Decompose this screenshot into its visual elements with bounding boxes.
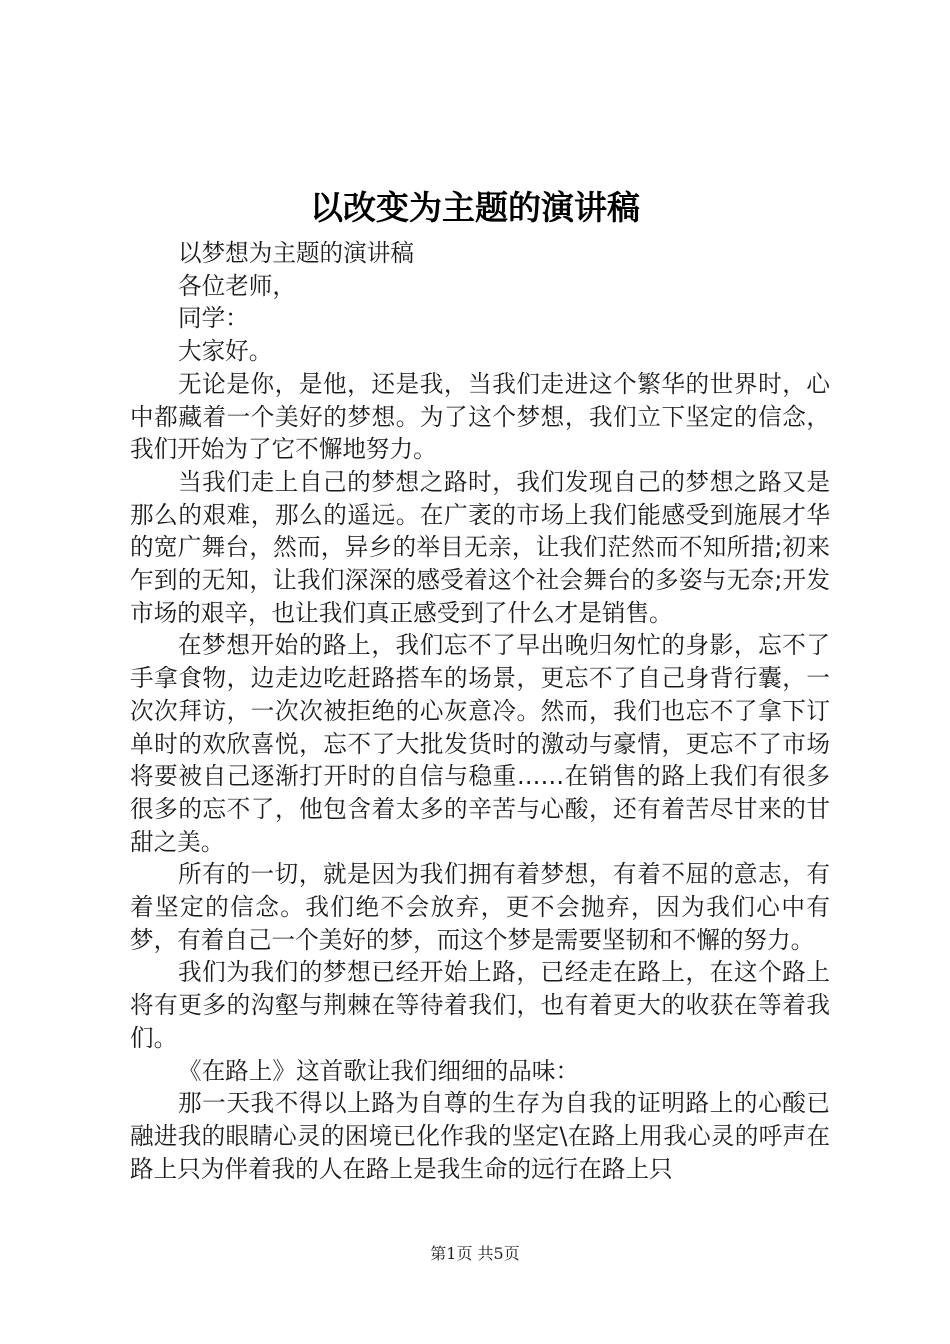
paragraph: 所有的一切，就是因为我们拥有着梦想，有着不屈的意志，有着坚定的信念。我们绝不会放弃，更不会抛弃，因为我们心中有梦，有着自己一个美好的梦，而这个梦是需要坚韧和不懈的努力。 <box>130 860 830 954</box>
paragraph: 各位老师， <box>178 271 296 300</box>
document-title: 以改变为主题的演讲稿 <box>310 188 640 227</box>
paragraph: 同学： <box>178 304 249 333</box>
paragraph: 在梦想开始的路上，我们忘不了早出晚归匆忙的身影，忘不了手拿食物，边走边吃赶路搭车的场景，更忘不了自己身背行囊，一次次拜访，一次次被拒绝的心灰意冷。然而，我们也忘不了拿下订单时的欢欣喜悦，忘不了大批发货时的激动与豪情，更忘不了市场将要被自己逐渐打开时的自信与稳重……在销售的路上我们有很多很多的忘不了，他包含着太多的辛苦与心酸，还有着苦尽甘来的甘甜之美。 <box>130 631 830 856</box>
paragraph: 大家好。 <box>178 337 273 366</box>
paragraph: 《在路上》这首歌让我们细细的品味： <box>178 1056 580 1085</box>
paragraph: 无论是你，是他，还是我，当我们走进这个繁华的世界时，心中都藏着一个美好的梦想。为了这个梦想，我们立下坚定的信念，我们开始为了它不懈地努力。 <box>130 369 830 464</box>
paragraph: 当我们走上自己的梦想之路时，我们发现自己的梦想之路又是那么的艰难，那么的遥远。在广袤的市场上我们能感受到施展才华的宽广舞台，然而，异乡的举目无亲，让我们茫然而不知所措;初来乍到的无知，让我们深深的感受着这个社会舞台的多姿与无奈;开发市场的艰辛，也让我们真正感受到了什么才是销售。 <box>130 467 830 627</box>
paragraph: 那一天我不得以上路为自尊的生存为自我的证明路上的心酸已融进我的眼睛心灵的困境已化作我的坚定\在路上用我心灵的呼声在路上只为伴着我的人在路上是我生命的远行在路上只 <box>130 1089 830 1183</box>
page-footer: 第1页 共5页 <box>430 1244 520 1263</box>
paragraph: 以梦想为主题的演讲稿 <box>178 239 414 267</box>
document-body <box>130 237 830 1185</box>
paragraph: 我们为我们的梦想已经开始上路，已经走在路上，在这个路上将有更多的沟壑与荆棘在等待着我们，也有着更大的收获在等着我们。 <box>130 958 830 1052</box>
